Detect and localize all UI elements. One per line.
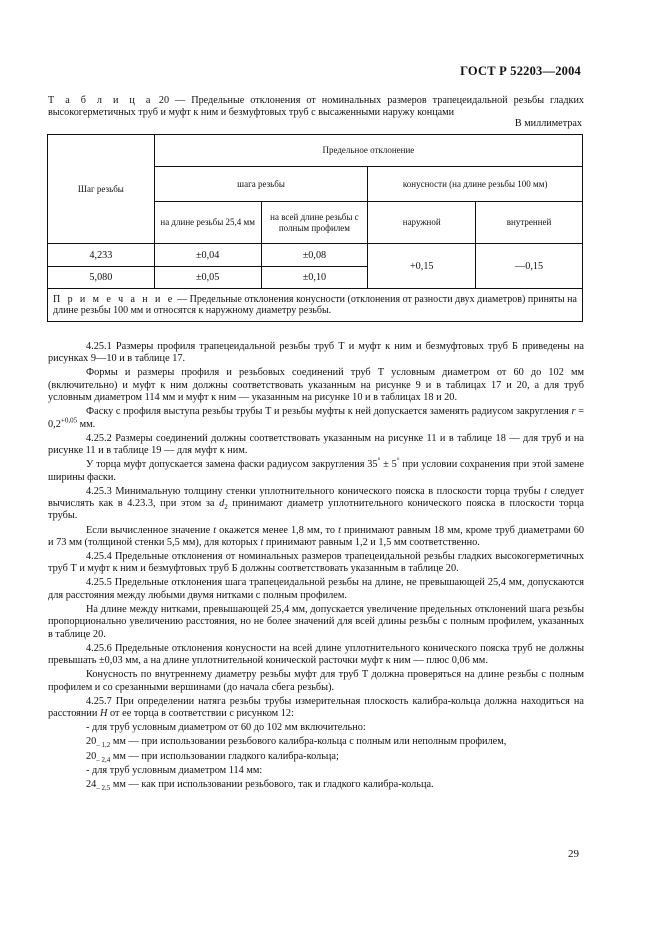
table-note bbox=[48, 289, 583, 322]
subheader-full-length: на всей длине резьбы с полным профилем bbox=[261, 202, 368, 244]
note-text: — Предельные отклонения конусности (отклонения от разности двух диаметров) приняты на длине резьбы 100 мм и относятся к наружному диаметру резьбы. bbox=[53, 293, 577, 316]
paragraph-4-25-7: 4.25.7 При определении натяга резьбы трубы измерительная плоскость калибра-кольца должна находиться на расстоянии Н от ее торца в соответствии с рисунком 12: bbox=[48, 695, 584, 719]
table-units: В миллиметрах bbox=[514, 118, 582, 129]
subheader-outer: наружной bbox=[368, 202, 476, 244]
cell-pitch: 5,080 bbox=[48, 267, 155, 289]
table-row bbox=[48, 244, 583, 267]
header-thread-pitch: Шаг резьбы bbox=[48, 135, 155, 244]
cell-dev-254: ±0,05 bbox=[154, 267, 261, 289]
table-20 bbox=[47, 134, 583, 322]
list-item: $24_{- 2,5}$ мм — как при использовании резьбового, так и гладкого калибра-кольца. bbox=[86, 778, 434, 792]
header-pitch-group: шага резьбы bbox=[154, 167, 368, 202]
caption-text: 20 — Предельные отклонения от номинальных размеров трапецеидальной резьбы гладких высокогерметичных труб и муфт к ним и безмуфтовых труб с высаженными наружу концами bbox=[48, 95, 584, 118]
paragraph-taper-inner: Конусность по внутреннему диаметру резьбы муфт для труб Т должна проверяться на длине резьбы с полным профилем и со срезанными вершинами (до начала сбега резьбы). bbox=[48, 669, 584, 693]
paragraph-4-25-3: 4.25.3 Минимальную толщину стенки уплотнительного конического пояска в плоскости торца трубы t следует вычислять как в 4.23.3, при этом за $d_2$ принимают диаметр уплотнительного конического пояска в плоскости торца трубы. bbox=[48, 485, 584, 522]
subheader-len-254: на длине резьбы 25,4 мм bbox=[154, 202, 261, 244]
paragraph-coupling-end: У торца муфт допускается замена фаски радиусом закругления 35° ± 5° при условии сохранения при этой замене ширины фаски. bbox=[48, 456, 584, 483]
note-label: П р и м е ч а н и е bbox=[53, 293, 175, 305]
table-caption bbox=[48, 95, 584, 119]
subheader-inner: внутренней bbox=[476, 202, 583, 244]
cell-pitch: 4,233 bbox=[48, 244, 155, 267]
paragraph-4-25-2: 4.25.2 Размеры соединений должны соответствовать указанным на рисунке 11 и в таблице 18 — для труб и на рисунке 11 и в таблице 19 — для муфт к ним. bbox=[48, 432, 584, 457]
paragraph-4-25-4: 4.25.4 Предельные отклонения от номинальных размеров трапецеидальной резьбы гладких высокогерметичных труб Т и муфт к ним и безмуфтовых труб Б должны соответствовать указанным в таблице 20. bbox=[48, 550, 584, 575]
cell-dev-full: ±0,10 bbox=[261, 267, 368, 289]
list-item: - для труб условным диаметром от 60 до 102 мм включительно: bbox=[86, 722, 366, 734]
list-item: $20_{- 2,4}$ мм — при использовании гладкого калибра-кольца; bbox=[86, 750, 339, 764]
paragraph-4-25-6: 4.25.6 Предельные отклонения конусности на всей длине уплотнительного конического пояска труб не должны превышать ±0,03 мм, а на длине уплотнительной конической расточки муфт к ним — плюс 0,06 мм. bbox=[48, 642, 584, 667]
cell-taper-outer: +0,15 bbox=[368, 244, 476, 289]
document-header: ГОСТ Р 52203—2004 bbox=[460, 64, 581, 78]
paragraph-chamfer: Фаску с профиля выступа резьбы трубы Т и резьбы муфты к ней допускается заменять радиусом закругления $r = 0,2^{+0,05}$ мм. bbox=[48, 406, 584, 430]
cell-dev-full: ±0,08 bbox=[261, 244, 368, 267]
cell-dev-254: ±0,04 bbox=[154, 244, 261, 267]
list-item: $20_{- 1,2}$ мм — при использовании резьбового калибра-кольца с полным или неполным профилем, bbox=[86, 736, 507, 750]
paragraph-forms: Формы и размеры профиля и резьбовых соединений труб Т условным диаметром от 60 до 102 мм (включительно) и муфт к ним должны соответствовать указанным на рисунке 9 и в таблицах 17 и 20, а для труб условным диаметром 114 мм и муфт к ним — указанным на рисунке 10 и в таблицах 18 и 20. bbox=[48, 367, 584, 404]
caption-label: Т а б л и ц а bbox=[48, 95, 153, 106]
page-number: 29 bbox=[568, 848, 579, 860]
paragraph-4-25-5: 4.25.5 Предельные отклонения шага трапецеидальной резьбы на длине, не превышающей 25,4 мм, допускаются для расстояния между любыми двумя нитками с полным профилем. bbox=[48, 577, 584, 601]
list-item: - для труб условным диаметром 114 мм: bbox=[86, 764, 263, 776]
paragraph-computed-value: Если вычисленное значение t окажется менее 1,8 мм, то t принимают равным 18 мм, кроме труб диаметрами 60 и 73 мм (толщиной стенки 5,5 мм), для которых t принимают равным 1,2 и 1,5 мм соответственно. bbox=[48, 524, 584, 548]
header-limit-deviation: Предельное отклонение bbox=[154, 135, 582, 167]
paragraph-4-25-1: 4.25.1 Размеры профиля трапецеидальной резьбы труб Т и муфт к ним и безмуфтовых труб Б приведены на рисунках 9—10 и в таблице 17. bbox=[48, 341, 584, 365]
paragraph-length-between: На длине между нитками, превышающей 25,4 мм, допускается увеличение предельных отклонений шага резьбы пропорционально увеличению расстояния, но не более значений для всей длины резьбы с полным профилем, указанных в таблице 20. bbox=[48, 603, 584, 640]
header-taper-group: конусности (на длине резьбы 100 мм) bbox=[368, 167, 583, 202]
body-text bbox=[48, 341, 584, 793]
cell-taper-inner: —0,15 bbox=[476, 244, 583, 289]
